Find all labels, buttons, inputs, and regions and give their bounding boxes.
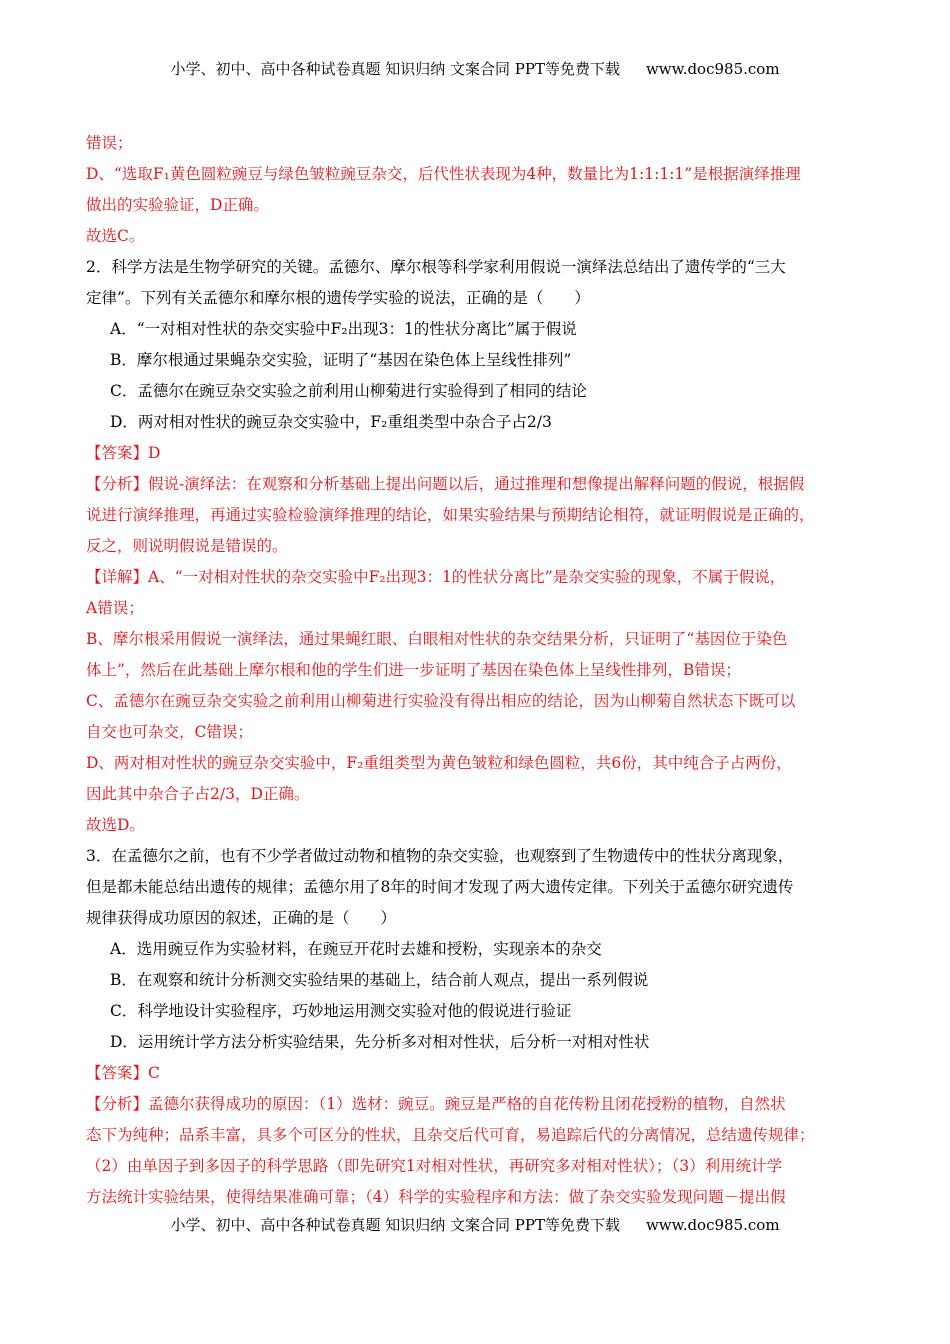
q2-detail-8: 因此其中杂合子占2/3，D正确。 — [86, 785, 310, 803]
q2-option-c: C．孟德尔在豌豆杂交实验之前利用山柳菊进行实验得到了相同的结论 — [110, 382, 587, 400]
q1-tail-line-2: D、“选取F₁黄色圆粒豌豆与绿色皱粒豌豆杂交，后代性状表现为4种，数量比为1:1:1:1”是根据演绎推理 — [86, 165, 801, 183]
footer-url[interactable]: www.doc985.com — [645, 1216, 780, 1234]
q1-tail-line-3: 做出的实验验证，D正确。 — [86, 196, 269, 214]
q3-analysis-3: （2）由单因子到多因子的科学思路（即先研究1对相对性状，再研究多对相对性状）；（3）利用统计学 — [86, 1157, 783, 1175]
q2-detail-2: A错误； — [86, 599, 144, 617]
document-body — [86, 128, 866, 1213]
q2-detail-1: 【详解】A、“一对相对性状的杂交实验中F₂出现3：1的性状分离比”是杂交实验的现象，不属于假说， — [86, 568, 786, 586]
q2-option-a: A．“一对相对性状的杂交实验中F₂出现3：1的性状分离比”属于假说 — [110, 320, 577, 338]
q2-analysis-3: 反之，则说明假说是错误的。 — [86, 537, 288, 555]
q2-stem-1: 2．科学方法是生物学研究的关键。孟德尔、摩尔根等科学家利用假说一演绎法总结出了遗传学的“三大 — [86, 258, 786, 276]
q2-detail-3: B、摩尔根采用假说一演绎法，通过果蝇红眼、白眼相对性状的杂交结果分析，只证明了“基因位于染色 — [86, 630, 788, 648]
q3-analysis-2: 态下为纯种；品系丰富，具多个可区分的性状，且杂交后代可育，易追踪后代的分离情况，总结遗传规律； — [86, 1126, 815, 1144]
q3-stem-2: 但是都未能总结出遗传的规律；孟德尔用了8年的时间才发现了两大遗传定律。下列关于孟德尔研究遗传 — [86, 878, 794, 896]
q2-detail-7: D、两对相对性状的豌豆杂交实验中，F₂重组类型为黄色皱粒和绿色圆粒，共6份，其中纯合子占两份， — [86, 754, 792, 772]
q2-detail-6: 自交也可杂交，C错误； — [86, 723, 253, 741]
q3-analysis-4: 方法统计实验结果，使得结果准确可靠；（4）科学的实验程序和方法：做了杂交实验发现问题－提出假 — [86, 1188, 786, 1206]
header-text: 小学、初中、高中各种试卷真题 知识归纳 文案合同 PPT等免费下载 — [170, 60, 620, 78]
q1-choose: 故选C。 — [86, 227, 145, 245]
q3-option-b: B．在观察和统计分析测交实验结果的基础上，结合前人观点，提出一系列假说 — [110, 971, 649, 989]
q2-analysis-1: 【分析】假说-演绎法：在观察和分析基础上提出问题以后，通过推理和想像提出解释问题的假说，根据假 — [86, 475, 805, 493]
footer-text: 小学、初中、高中各种试卷真题 知识归纳 文案合同 PPT等免费下载 — [170, 1216, 620, 1234]
q2-detail-5: C、孟德尔在豌豆杂交实验之前利用山柳菊进行实验没有得出相应的结论，因为山柳菊自然状态下既可以 — [86, 692, 796, 710]
q2-answer: 【答案】D — [86, 444, 161, 462]
q3-stem-1: 3．在孟德尔之前，也有不少学者做过动物和植物的杂交实验，也观察到了生物遗传中的性状分离现象， — [86, 847, 794, 865]
q3-answer: 【答案】C — [86, 1064, 160, 1082]
q2-choose: 故选D。 — [86, 816, 145, 834]
q1-tail-line-1: 错误； — [86, 134, 133, 152]
q3-option-a: A．选用豌豆作为实验材料，在豌豆开花时去雄和授粉，实现亲本的杂交 — [110, 940, 602, 958]
header-url[interactable]: www.doc985.com — [645, 60, 780, 78]
q3-analysis-1: 【分析】孟德尔获得成功的原因：（1）选材：豌豆。豌豆是严格的自花传粉且闭花授粉的植物，自然状 — [86, 1095, 786, 1113]
q2-option-b: B．摩尔根通过果蝇杂交实验，证明了“基因在染色体上呈线性排列” — [110, 351, 572, 369]
q2-stem-2: 定律”。下列有关孟德尔和摩尔根的遗传学实验的说法，正确的是（ ） — [86, 289, 590, 307]
q2-detail-4: 体上”，然后在此基础上摩尔根和他的学生们进一步证明了基因在染色体上呈线性排列，B错误； — [86, 661, 741, 679]
q2-option-d: D．两对相对性状的豌豆杂交实验中，F₂重组类型中杂合子占2/3 — [110, 413, 552, 431]
page-header — [0, 58, 950, 79]
page-footer — [0, 1214, 950, 1235]
q3-option-c: C．科学地设计实验程序，巧妙地运用测交实验对他的假说进行验证 — [110, 1002, 572, 1020]
q2-analysis-2: 说进行演绎推理，再通过实验检验演绎推理的结论，如果实验结果与预期结论相符，就证明假说是正确的， — [86, 506, 815, 524]
q3-option-d: D．运用统计学方法分析实验结果，先分析多对相对性状，后分析一对相对性状 — [110, 1033, 650, 1051]
q3-stem-3: 规律获得成功原因的叙述，正确的是（ ） — [86, 909, 397, 927]
